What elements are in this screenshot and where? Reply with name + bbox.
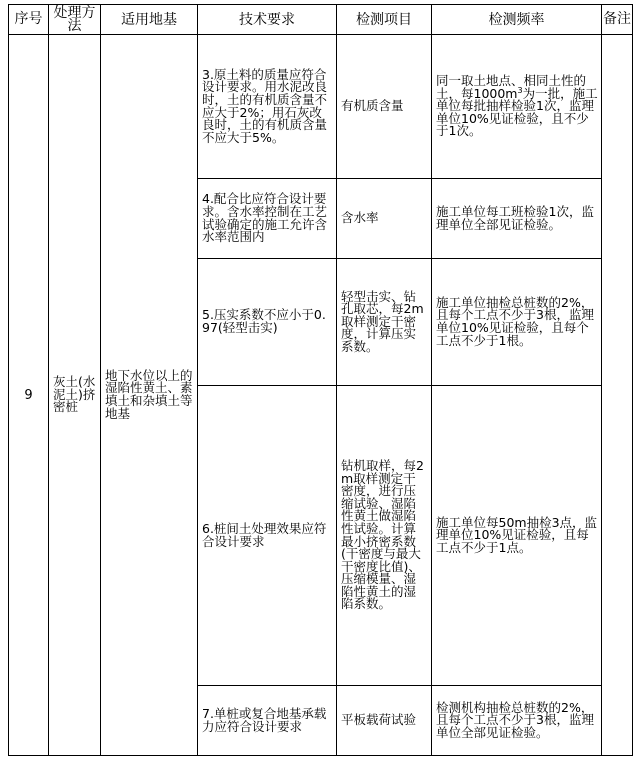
requirement-cell: 4.配合比应符合设计要求。含水率控制在工艺试验确定的施工允许含水率范围内 <box>198 179 337 259</box>
frequency-superscript: 3 <box>517 85 523 95</box>
header-remark: 备注 <box>602 5 633 35</box>
header-requirement: 技术要求 <box>198 5 337 35</box>
header-frequency: 检测频率 <box>432 5 602 35</box>
frequency-text-part: 同一取土地点、相同土性的土，每1000m <box>436 73 587 101</box>
requirement-cell: 7.单桩或复合地基承载力应符合设计要求 <box>198 686 337 756</box>
item-cell: 有机质含量 <box>337 35 432 179</box>
frequency-cell: 施工单位每工班检验1次，监理单位全部见证检验。 <box>432 179 602 259</box>
frequency-text-part: 为一批，施工单位每批抽样检验1次，监理单位10%见证检验，且不少于1次。 <box>436 85 598 139</box>
requirement-cell: 5.压实系数不应小于0.97(轻型击实) <box>198 259 337 386</box>
header-method: 处理方法 <box>49 5 101 35</box>
frequency-cell <box>432 35 602 179</box>
foundation-cell: 地下水位以上的湿陷性黄土、素填土和杂填土等地基 <box>101 35 198 756</box>
header-row <box>9 5 633 35</box>
item-cell: 含水率 <box>337 179 432 259</box>
inspection-table <box>8 4 633 756</box>
requirement-cell: 3.原土料的质量应符合设计要求。用水泥改良时，土的有机质含量不应大于2%；用石灰改良时，土的有机质含量不应大于5%。 <box>198 35 337 179</box>
frequency-cell: 施工单位每50m抽检3点，监理单位10%见证检验，且每工点不少于1点。 <box>432 386 602 686</box>
frequency-cell: 施工单位抽检总桩数的2%，且每个工点不少于3根，监理单位10%见证检验，且每个工点不少于1根。 <box>432 259 602 386</box>
seq-cell: 9 <box>9 35 49 756</box>
frequency-cell: 检测机构抽检总桩数的2%，且每个工点不少于3根，监理单位全部见证检验。 <box>432 686 602 756</box>
item-cell: 钻机取样，每2m取样测定干密度，进行压缩试验、湿陷性黄土做湿陷性试验。计算最小挤密系数(干密度与最大干密度比值)、压缩模量、湿陷性黄土的湿陷系数。 <box>337 386 432 686</box>
method-cell: 灰土(水泥土)挤密桩 <box>49 35 101 756</box>
item-cell: 轻型击实、钻孔取芯，每2m取样测定干密度，计算压实系数。 <box>337 259 432 386</box>
header-foundation: 适用地基 <box>101 5 198 35</box>
header-item: 检测项目 <box>337 5 432 35</box>
item-cell: 平板载荷试验 <box>337 686 432 756</box>
table-row <box>9 35 633 179</box>
requirement-cell: 6.桩间土处理效果应符合设计要求 <box>198 386 337 686</box>
remark-cell <box>602 35 633 756</box>
header-seq: 序号 <box>9 5 49 35</box>
